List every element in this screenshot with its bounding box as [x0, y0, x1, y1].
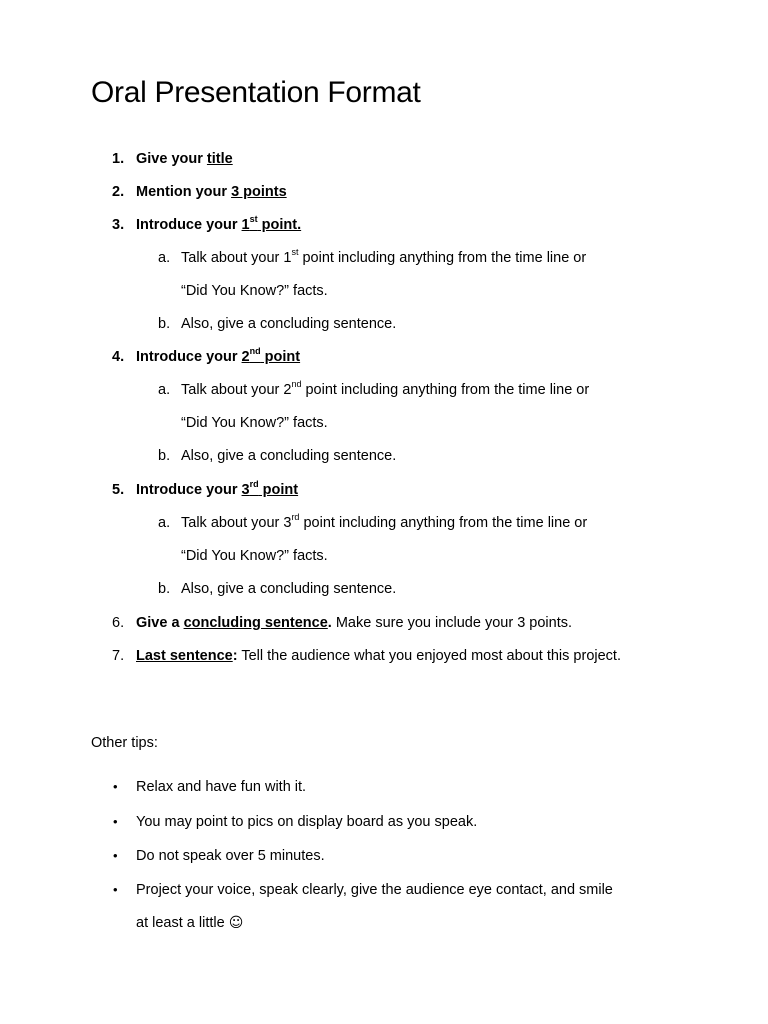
sub-letter: b. [158, 316, 171, 332]
tips-heading: Other tips: [91, 735, 158, 751]
step-text: Last sentence: Tell the audience what you enjoyed most about this project. [136, 648, 621, 664]
bullet-icon: • [113, 779, 118, 794]
sub-text-continued: “Did You Know?” facts. [181, 548, 328, 564]
sub-text-continued: “Did You Know?” facts. [181, 283, 328, 299]
sub-letter: b. [158, 448, 171, 464]
step-text: Introduce your 3rd point [136, 479, 299, 498]
sub-text: Talk about your 1st point including anything from the time line or [181, 247, 587, 266]
smiley-icon: ☺ [228, 915, 244, 931]
tip-text: Do not speak over 5 minutes. [136, 848, 325, 864]
step-number: 1. [112, 151, 125, 167]
step-number: 3. [112, 217, 125, 233]
tip-text-continued: at least a little ☺ [136, 915, 244, 931]
sub-text: Talk about your 3rd point including anything from the time line or [181, 512, 588, 531]
bullet-icon: • [113, 882, 118, 897]
sub-text: Talk about your 2nd point including anything from the time line or [181, 379, 590, 398]
bullet-icon: • [113, 814, 118, 829]
step-text: Mention your 3 points [136, 184, 287, 200]
step-number: 4. [112, 349, 125, 365]
step-text: Give a concluding sentence. Make sure you include your 3 points. [136, 615, 573, 631]
sub-text: Also, give a concluding sentence. [181, 316, 397, 332]
sub-letter: a. [158, 250, 171, 266]
step-number: 2. [112, 184, 125, 200]
sub-text: Also, give a concluding sentence. [181, 581, 397, 597]
step-number: 5. [112, 482, 125, 498]
sub-letter: b. [158, 581, 171, 597]
step-text: Introduce your 2nd point [136, 346, 301, 365]
step-number: 7. [112, 648, 125, 664]
step-text: Give your title [136, 151, 233, 167]
step-number: 6. [112, 615, 125, 631]
sub-letter: a. [158, 515, 171, 531]
sub-text-continued: “Did You Know?” facts. [181, 415, 328, 431]
bullet-icon: • [113, 848, 118, 863]
tip-text: Relax and have fun with it. [136, 779, 307, 795]
tip-text: Project your voice, speak clearly, give the audience eye contact, and smile [136, 882, 613, 898]
page-title: Oral Presentation Format [91, 76, 421, 109]
sub-text: Also, give a concluding sentence. [181, 448, 397, 464]
sub-letter: a. [158, 382, 171, 398]
step-text: Introduce your 1st point. [136, 214, 302, 233]
tip-text: You may point to pics on display board as you speak. [136, 814, 478, 830]
